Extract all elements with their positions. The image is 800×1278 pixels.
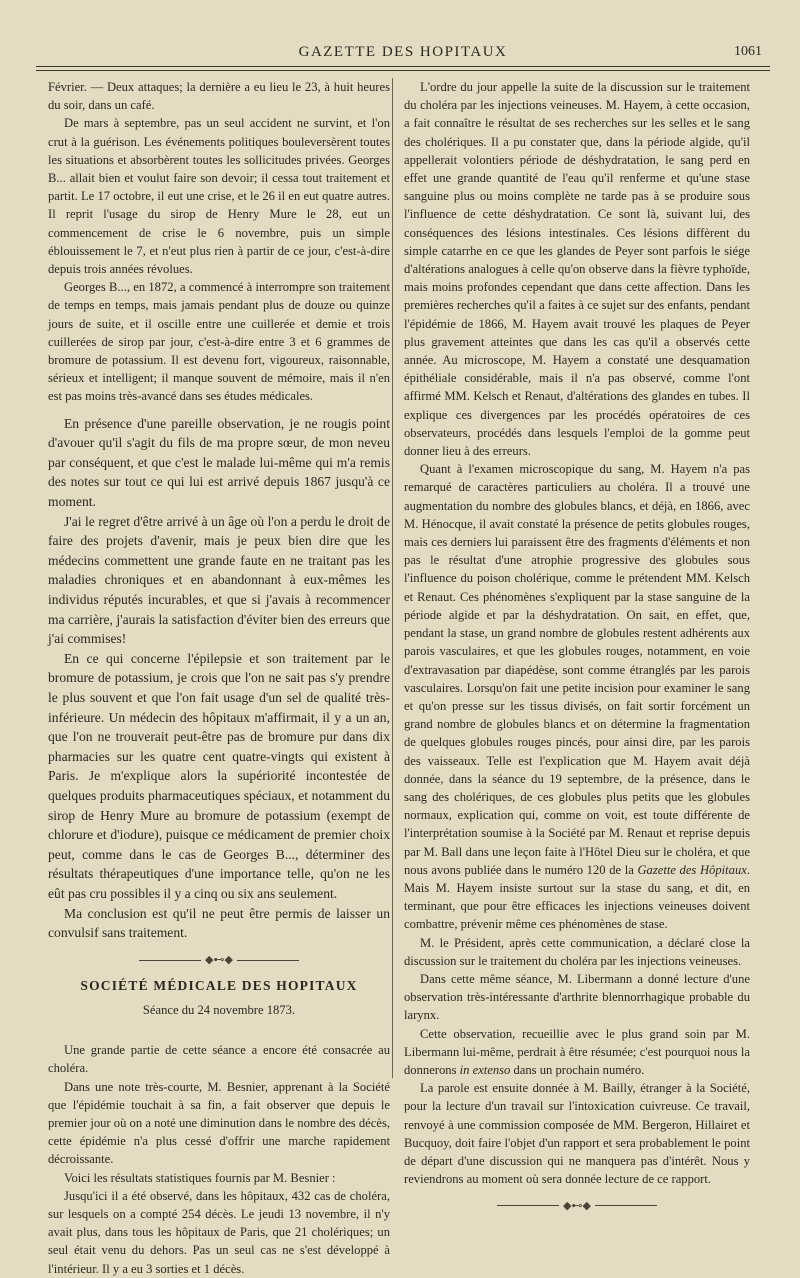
page-number: 1061 <box>734 44 762 59</box>
paragraph: De mars à septembre, pas un seul accident ne survint, et l'on crut à la guérison. Les événements politiques bouleversèrent toutes les situations et absorbèrent toutes les sollicitudes privées. Georges B... allait bien et voulut faire son devoir; il cessa tout traitement et partit. Le 17 octobre, il eut une crise, et le 26 il en eut quatre autres. Il reprit l'usage du sirop de Henry Mure le 28, eut un commencement de crise le 6 novembre, puis un simple éblouissement le 7, et n'eut plus rien à partir de ce jour, c'est-à-dire depuis trois années révolues. <box>48 116 390 277</box>
paragraph-text: Cette observation, recueillie avec le plus grand soin par M. Libermann lui-même, perdrait à être résumée; c'est pourquoi nous la donnerons <box>404 1026 750 1077</box>
section-subtitle: Séance du 24 novembre 1873. <box>142 1002 296 1017</box>
section-title: SOCIÉTÉ MÉDICALE DES HOPITAUX <box>80 977 358 993</box>
paragraph: Une grande partie de cette séance a encore été consacrée au choléra. <box>48 1043 390 1076</box>
paragraph: En présence d'une pareille observation, je ne rougis point d'avouer qu'il s'agit du fils de ma propre sœur, de mon neveu par conséquent, et que c'est le malade lui-même qui m'a remis des notes sur tout ce qui lui est arrivé depuis 1867 jusqu'à ce moment. <box>48 415 390 510</box>
left-column <box>48 78 390 1278</box>
ornament-divider: ◆⊷◆ <box>48 951 390 969</box>
paragraph: Jusqu'ici il a été observé, dans les hôpitaux, 432 cas de choléra, sur lesquels on a compté 254 décès. Le jeudi 13 novembre, il n'y avait plus, dans tous les hôpitaux de Paris, que 21 cholériques; un seul était venu du dehors. Pas un seul cas ne s'est développé à l'intérieur. Il y a eu 3 sorties et 1 décès. <box>48 1188 390 1276</box>
paragraph <box>404 1025 750 1080</box>
paragraph-text: dans un prochain numéro. <box>510 1062 645 1077</box>
paragraph: M. le Président, après cette communication, a déclaré close la discussion sur le traitement du choléra par les injections veineuses. <box>404 935 750 968</box>
ornament-divider: ◆⊷◆ <box>404 1196 750 1214</box>
paragraph-text: . Mais M. Hayem insiste surtout sur la stase du sang, et dit, en terminant, que pour être efficaces les injections veineuses doivent combattre, prévenir même ces phénomènes de stase. <box>404 862 750 932</box>
paragraph: L'ordre du jour appelle la suite de la discussion sur le traitement du choléra par les injections veineuses. M. Hayem, à cette occasion, a fait connaître le résultat de ses recherches sur les selles et le sang des cholériques. Il a pu constater que, dans la période algide, qu'il appellerait volontiers période de déshydratation, le sang perd en effet une grande quantité de l'eau qu'il renferme et qu'une stase sanguine plus ou moins complète ne tarde pas à se produire sous l'influence de cette déshydratation. Ce sont là, suivant lui, des conséquences des lésions intestinales. Ces lésions diffèrent du simple catarrhe en ce que les glandes de Peyer sont parfois le siége d'altérations analogues à celle qu'on observe dans la fièvre typhoïde, mais moins profondes cependant que dans cette affection. Dans les premières recherches qu'il a faites à ce sujet sur des enfants, pendant l'épidémie de 1866, M. Hayem avait trouvé les plaques de Peyer plus gravement atteintes que dans les cas qu'il a observés cette année. Au microscope, M. Hayem a constaté une desquamation épithéliale considérable, mais il n'a pas observé, comme l'ont affirmé MM. Kelsch et Renaut, d'altérations des glandes en tubes. Il explique ces divergences par les procédés opératoires de ces observateurs, procédés dans lesquels l'emploi de la gomme peut donner lieu à des erreurs. <box>404 80 750 459</box>
paragraph: Ma conclusion est qu'il ne peut être permis de laisser un convulsif sans traitement. <box>48 905 390 941</box>
paragraph: Voici les résultats statistiques fournis par M. Besnier : <box>64 1170 336 1185</box>
paragraph: La parole est ensuite donnée à M. Bailly, étranger à la Société, pour la lecture d'un travail sur l'intoxication cuivreuse. Ce travail, renvoyé à une commission composée de MM. Bergeron, Hillairet et Bucquoy, doit faire l'objet d'un rapport et sera probablement le point de départ d'une discussion qui ne manquera pas d'intérêt. Nous y reviendrons au moment où sera donnée lecture de ce rapport. <box>404 1081 750 1187</box>
spacer <box>48 406 390 414</box>
column-divider <box>392 78 393 1078</box>
page-header <box>36 40 770 62</box>
paragraph: Georges B..., en 1872, a commencé à interrompre son traitement de temps en temps, mais jamais pendant plus de douze ou quinze jours de suite, et il oscille entre une cuillerée et demie et trois cuillerées de sirop par jour, c'est-à-dire entre 3 et 6 grammes de bromure de potassium. Il est devenu fort, vigoureux, raisonnable, sérieux et intelligent; il manque souvent de mémoire, mais il n'en est pas moins très-avancé dans ses études médicales. <box>48 280 390 404</box>
paragraph: Février. — Deux attaques; la dernière a eu lieu le 23, à huit heures du soir, dans un café. <box>48 80 390 113</box>
latin-phrase: in extenso <box>459 1062 511 1077</box>
paragraph: En ce qui concerne l'épilepsie et son traitement par le bromure de potassium, je crois que l'on ne sait pas s'y prendre le plus souvent et que l'on fait usage d'un sel de qualité très-inférieure. Un médecin des hôpitaux m'affirmait, il y a un an, que l'on ne trouverait peut-être pas de bromure pur dans dix pharmacies sur les quatre cent quatre-vingts qui existent à Paris. Je m'explique alors la supériorité incontestée de quelques produits pharmaceutiques spéciaux, et notamment du sirop de Henry Mure au bromure de potassium (exempt de chlorure et d'iodure), puisque ce médicament de premier choix peut, comme dans le cas de Georges B..., déterminer des résultats thérapeutiques d'une importance telle, qu'on ne les eût pas cru possibles il y a cinq ou six ans seulement. <box>48 650 390 901</box>
paragraph: Dans une note très-courte, M. Besnier, apprenant à la Société que l'épidémie touchait à sa fin, a fait observer que depuis le premier jour où on a noté une diminution dans le nombre des décès, cette épidémie n'a plus cessé d'offrir une marche rapidement décroissante. <box>48 1079 390 1167</box>
journal-name: Gazette des Hôpitaux <box>637 862 747 877</box>
right-column <box>404 78 750 1222</box>
header-rule <box>36 66 770 67</box>
paragraph-text: Quant à l'examen microscopique du sang, M. Hayem n'a pas remarqué de caractères particuliers au choléra. Il a trouvé une augmentation du nombre des globules blancs, et déjà, en 1866, avec M. Hénocque, il avait constaté la présence de petits globules rouges, mais ces derniers lui paraissent être des fragments d'éléments et non pas le résultat d'une atrophie progressive des globules sous l'influence du poison cholérique, comme le prétendent MM. Kelsch et Renaut. Ces phénomènes s'expliquent par la stase sanguine de la période algide et par la déshydratation. On sait, en effet, que, pendant la stase, un grand nombre de globules restent adhérents aux parois vasculaires, et que les globules rouges, notamment, en voie d'extravasation par diapédèse, sont comme étranglés par les parois vasculaires. Lorsqu'on fait une petite incision pour examiner le sang et qu'on presse sur les tissus divisés, on fait sortir forcément un grand nombre de globules blancs et on détermine la fragmentation de quelques globules rouges pincés, pour ainsi dire, par les parois des vaisseaux. Telle est l'explication que M. Hayem avait déjà donnée, dans la séance du 19 septembre, de la présence, dans le sang des cholériques, de ces globules plus petits que les globules normaux, explication qui, comme on voit, est toute différente de l'interprétation soumise à la Société par M. Renaut et reprise depuis par M. Ball dans une leçon faite à l'Hôtel Dieu sur le choléra, et que nous avons publiée dans le numéro 120 de la <box>404 462 750 877</box>
paragraph <box>404 460 750 933</box>
paragraph: Dans cette même séance, M. Libermann a donné lecture d'une observation très-intéressante d'arthrite blennorrhagique probable du larynx. <box>404 971 750 1023</box>
journal-title: GAZETTE DES HOPITAUX <box>298 44 508 60</box>
paragraph: J'ai le regret d'être arrivé à un âge où l'on a perdu le droit de faire des projets d'avenir, mais je peux bien dire que les médecins commettent une grande faute en ne traitant pas les maladies chroniques et en abandonnant à eux-mêmes les individus réputés incurables, et que si j'avais à recommencer ma carrière, j'aurais la satisfaction d'éviter bien des erreurs que j'ai commises! <box>48 513 390 647</box>
header-rule-thin <box>36 70 770 71</box>
